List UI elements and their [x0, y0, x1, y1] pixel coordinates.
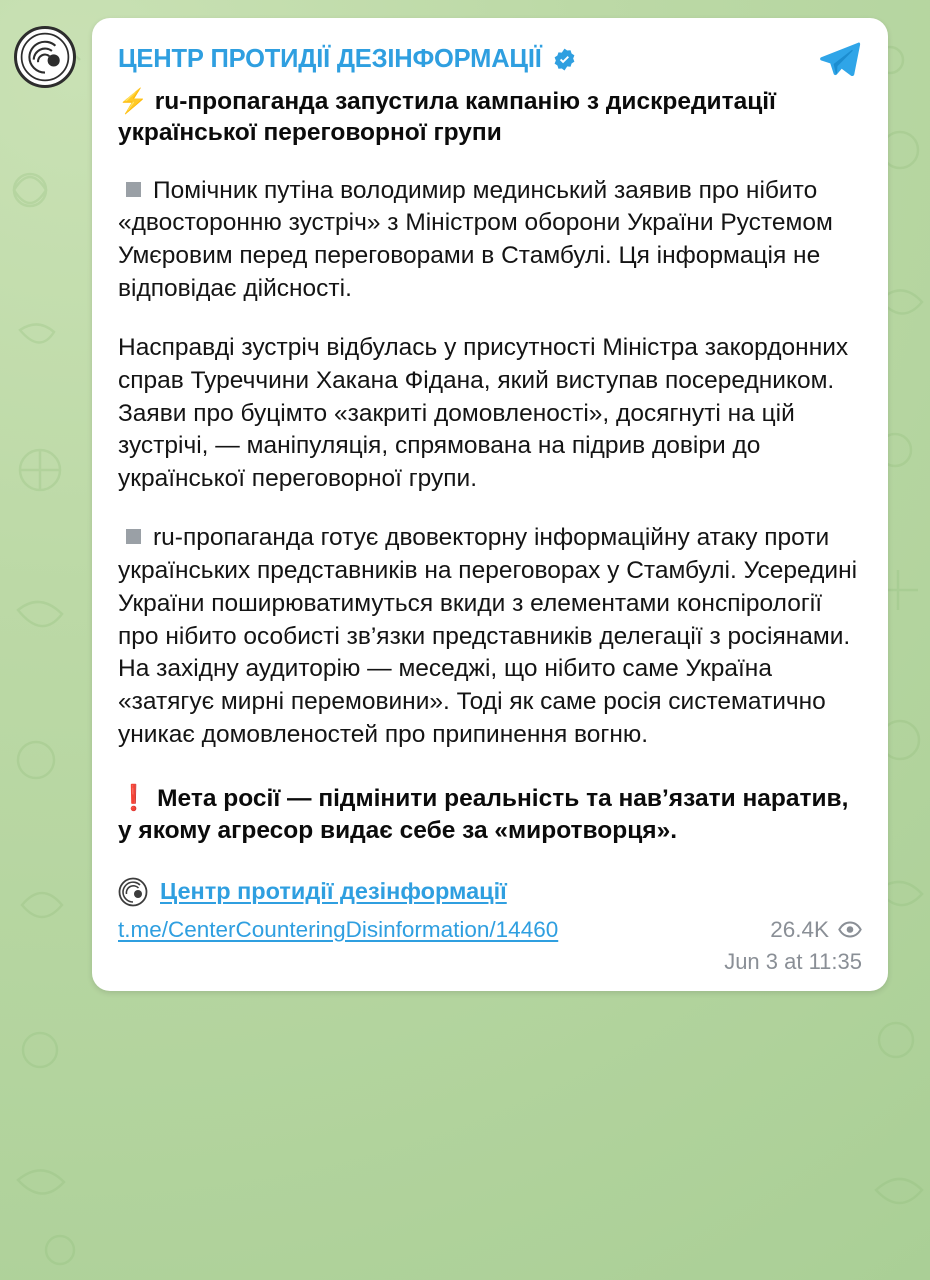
bullet-square-icon: [126, 529, 141, 544]
post-alert: [118, 782, 862, 847]
telegram-logo-icon[interactable]: [816, 36, 862, 82]
post-lead: [118, 86, 862, 149]
post-alert-text: Мета росії — підмінити реальність та нав’язати наратив, у якому агресор видає себе за «миротворця».: [118, 784, 849, 844]
source-channel-link[interactable]: Центр протидії дезінформації: [160, 878, 507, 905]
post-paragraph: [118, 522, 862, 752]
post-paragraph-text: Помічник путіна володимир мединський заявив про нібито «двосторонню зустріч» з Міністром оборони України Рустемом Умєровим перед переговорами в Стамбулі. Ця інформація не відповідає дійсності.: [118, 176, 833, 303]
avatar: [14, 26, 76, 88]
bullet-square-icon: [126, 182, 141, 197]
verified-badge-icon: [552, 47, 577, 72]
post-paragraph-text: ru-пропаганда готує двовекторну інформаційну атаку проти українських представників на переговорах у Стамбулі. Усередині України поширюватимуться вкиди з елементами конспірології про нібито особисті зв’язки представників делегації з росіянами. На західну аудиторію — меседжі, що нібито саме Україна «затягує мирні перемовини». Тоді як саме росія систематично уникає домовленостей про припинення вогню.: [118, 524, 858, 748]
post-timestamp: Jun 3 at 11:35: [724, 948, 862, 974]
post-paragraph-text: Насправді зустріч відбулась у присутності Міністра закордонних справ Туреччини Хакана Фідана, який виступав посередником. Заяви про буцімто «закриті домовленості», досягнуті на цій зустрічі, — маніпуляція, спрямована на підрив довіри до української переговорної групи.: [118, 333, 849, 493]
post-permalink[interactable]: t.me/CenterCounteringDisinformation/14460: [118, 916, 559, 942]
exclamation-mark-icon: ❗: [118, 783, 150, 812]
post-lead-text: ru-пропаганда запустила кампанію з дискредитації української переговорної групи: [118, 88, 776, 147]
high-voltage-emoji-icon: ⚡: [118, 88, 148, 115]
eye-icon: [838, 921, 862, 938]
source-row[interactable]: [118, 877, 862, 907]
view-count: [770, 917, 862, 943]
post-header: [118, 36, 862, 82]
post-footer: [118, 877, 862, 975]
view-count-label: 26.4K: [770, 916, 829, 942]
post-paragraph: [118, 175, 862, 306]
channel-avatar-icon: [19, 31, 71, 83]
post-meta: [118, 917, 862, 943]
channel-name: ЦЕНТР ПРОТИДІЇ ДЕЗІНФОРМАЦІЇ: [118, 44, 542, 73]
center-logo-icon: [118, 877, 148, 907]
telegram-post-card: [92, 18, 888, 991]
post-paragraph: [118, 332, 862, 496]
